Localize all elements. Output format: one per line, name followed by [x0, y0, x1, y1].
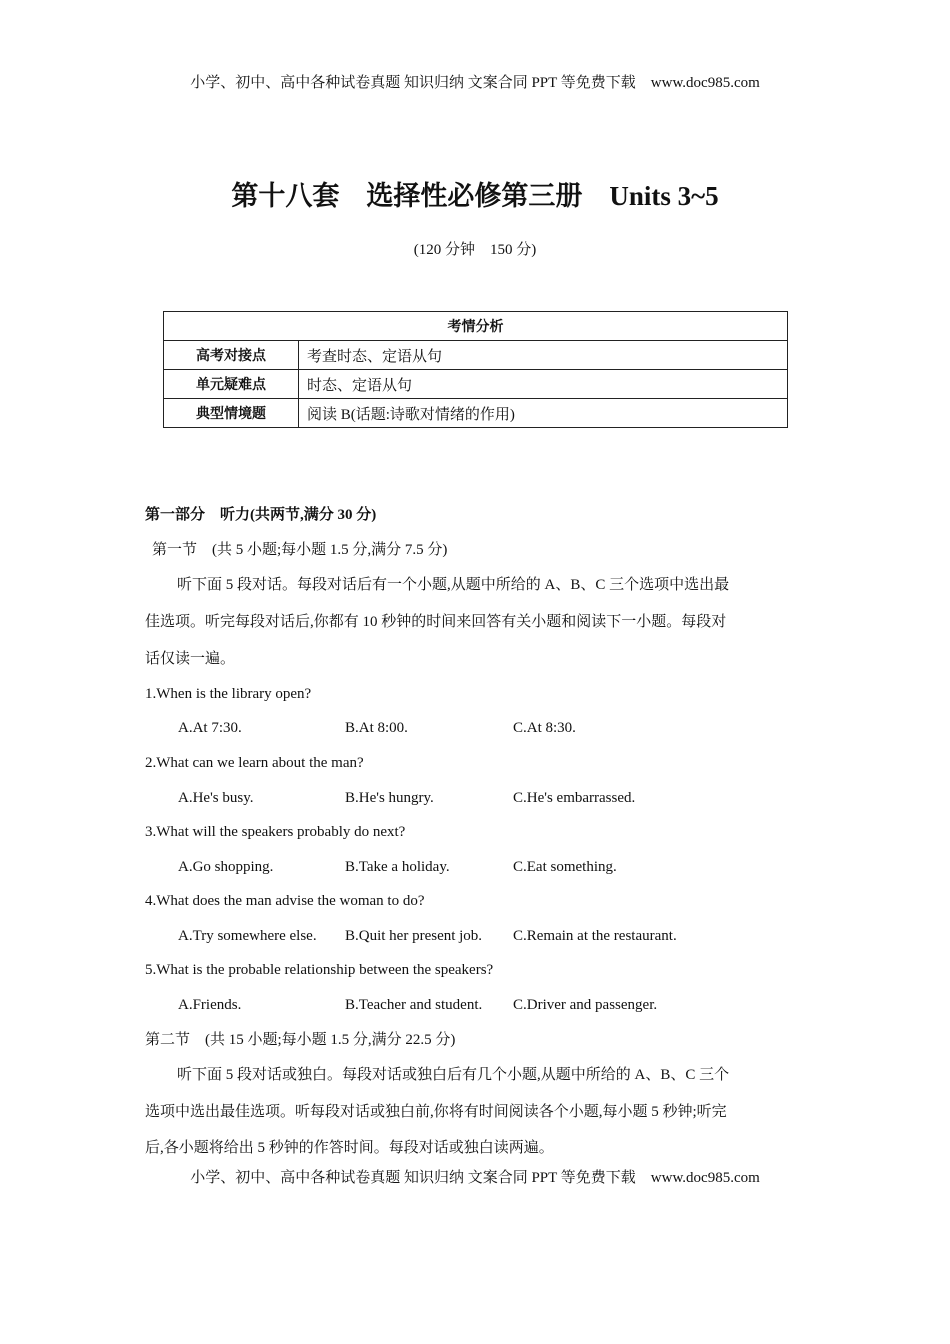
option-b: B.He's hungry. — [345, 790, 434, 806]
row-key: 典型情境题 — [164, 399, 299, 428]
question: 1.When is the library open? — [145, 686, 312, 702]
section2-heading: 第二节 (共 15 小题;每小题 1.5 分,满分 22.5 分) — [145, 1032, 456, 1048]
analysis-table — [163, 311, 788, 428]
part1-heading: 第一部分 听力(共两节,满分 30 分) — [145, 507, 377, 523]
page-title: 第十八套 选择性必修第三册 Units 3~5 — [231, 181, 719, 211]
row-value: 阅读 B(话题:诗歌对情绪的作用) — [299, 399, 788, 428]
page-header: 小学、初中、高中各种试卷真题 知识归纳 文案合同 PPT 等免费下载 www.doc985.com — [190, 75, 760, 91]
instruction-line: 听下面 5 段对话或独白。每段对话或独白后有几个小题,从题中所给的 A、B、C 三个 — [177, 1067, 730, 1083]
question: 5.What is the probable relationship between the speakers? — [145, 962, 494, 978]
page-subtitle: (120 分钟 150 分) — [413, 242, 537, 258]
option-b: B.Take a holiday. — [345, 859, 450, 875]
option-c: C.At 8:30. — [513, 720, 576, 736]
option-a: A.Go shopping. — [178, 859, 274, 875]
instruction-line: 后,各小题将给出 5 秒钟的作答时间。每段对话或独白读两遍。 — [145, 1140, 554, 1156]
page-footer: 小学、初中、高中各种试卷真题 知识归纳 文案合同 PPT 等免费下载 www.doc985.com — [190, 1170, 760, 1186]
instruction-line: 听下面 5 段对话。每段对话后有一个小题,从题中所给的 A、B、C 三个选项中选出最 — [177, 577, 730, 593]
option-a: A.He's busy. — [178, 790, 254, 806]
row-value: 考查时态、定语从句 — [299, 341, 788, 370]
option-b: B.At 8:00. — [345, 720, 408, 736]
option-a: A.Friends. — [178, 997, 242, 1013]
option-c: C.Eat something. — [513, 859, 617, 875]
option-c: C.He's embarrassed. — [513, 790, 636, 806]
option-c: C.Remain at the restaurant. — [513, 928, 677, 944]
table-row — [164, 399, 788, 428]
option-b: B.Teacher and student. — [345, 997, 483, 1013]
question: 3.What will the speakers probably do next? — [145, 824, 406, 840]
instruction-line: 佳选项。听完每段对话后,你都有 10 秒钟的时间来回答有关小题和阅读下一小题。每段对 — [145, 614, 727, 630]
option-c: C.Driver and passenger. — [513, 997, 658, 1013]
question: 4.What does the man advise the woman to do? — [145, 893, 425, 909]
row-key: 单元疑难点 — [164, 370, 299, 399]
section1-heading: 第一节 (共 5 小题;每小题 1.5 分,满分 7.5 分) — [152, 542, 448, 558]
table-row — [164, 341, 788, 370]
instruction-line: 选项中选出最佳选项。听每段对话或独白前,你将有时间阅读各个小题,每小题 5 秒钟;听完 — [145, 1104, 727, 1120]
table-row — [164, 370, 788, 399]
table-heading: 考情分析 — [164, 312, 788, 341]
question: 2.What can we learn about the man? — [145, 755, 364, 771]
instruction-line: 话仅读一遍。 — [145, 651, 236, 667]
option-a: A.At 7:30. — [178, 720, 242, 736]
row-key: 高考对接点 — [164, 341, 299, 370]
row-value: 时态、定语从句 — [299, 370, 788, 399]
option-a: A.Try somewhere else. — [178, 928, 317, 944]
option-b: B.Quit her present job. — [345, 928, 483, 944]
